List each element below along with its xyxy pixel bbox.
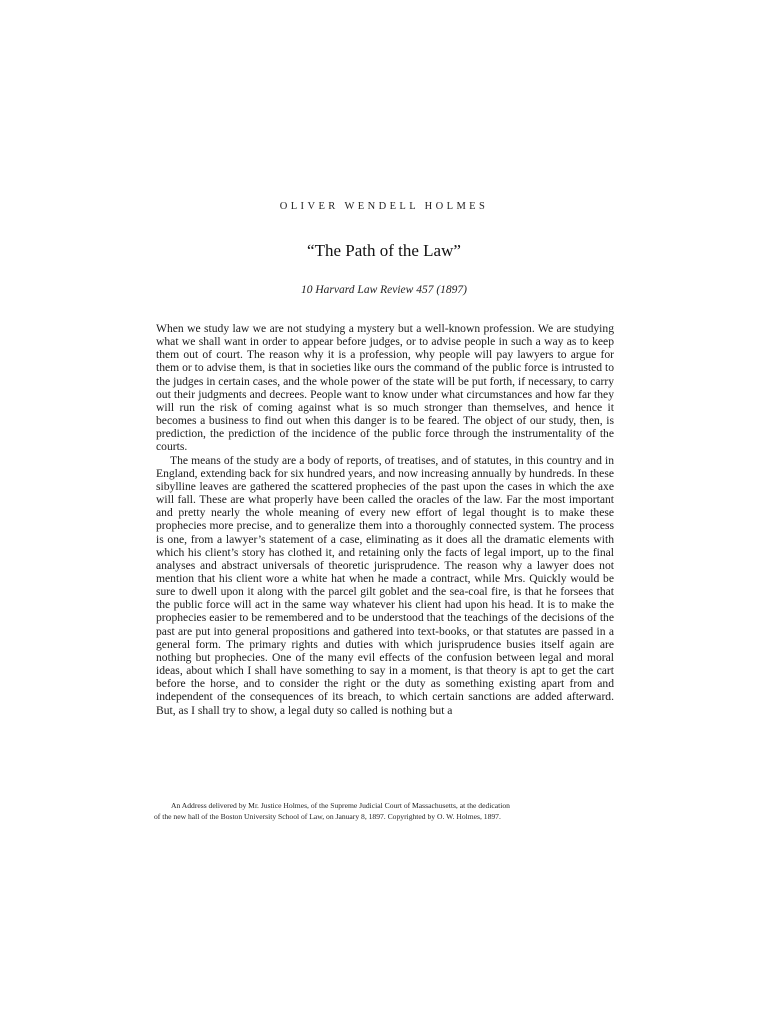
body-paragraph-2: The means of the study are a body of reports, of treatises, and of statutes, in this country and in England, extending back for six hundred years, and now increasing annually by hundreds. In these sibylline leaves are gathered the scattered prophecies of the past upon the cases in which the axe will fall. These are what properly have been called the oracles of the law. Far the most important and pretty nearly the whole meaning of every new effort of legal thought is to make these prophecies more precise, and to generalize them into a thoroughly connected system. The process is one, from a lawyer’s statement of a case, eliminating as it does all the dramatic elements with which his client’s story has clothed it, and retaining only the facts of legal import, up to the final analyses and abstract universals of theoretic jurisprudence. The reason why a lawyer does not mention that his client wore a white hat when he made a contract, while Mrs. Quickly would be sure to dwell upon it along with the parcel gilt goblet and the sea-coal fire, is that he forsees that the public force will act in the same way whatever his client had upon his head. It is to make the prophecies easier to be remembered and to be understood that the teachings of the decisions of the past are put into general propositions and gathered into text-books, or that statutes are passed in a general form. The primary rights and duties with which jurisprudence busies itself again are nothing but prophecies. One of the many evil effects of the confusion between legal and moral ideas, about which I shall have something to say in a moment, is that theory is apt to get the cart before the horse, and to consider the right or the duty as something existing apart from and independent of the consequences of its breach, to which certain sanctions are added afterward. But, as I shall try to show, a legal duty so called is nothing but a — [156, 453, 614, 717]
body-paragraph-1: When we study law we are not studying a mystery but a well-known profession. We are studying what we shall want in order to appear before judges, or to advise people in such a way as to keep them out of court. The reason why it is a profession, why people will pay lawyers to argue for them or to advise them, is that in societies like ours the command of the public force is intrusted to the judges in certain cases, and the whole power of the state will be put forth, if necessary, to carry out their judgments and decrees. People want to know under what circumstances and how far they will run the risk of coming against what is so much stronger than themselves, and hence it becomes a business to find out when this danger is to be feared. The object of our study, then, is prediction, the prediction of the incidence of the public force through the instrumentality of the courts. — [156, 322, 614, 454]
article-body — [156, 322, 614, 717]
footnote-line-1: An Address delivered by Mr. Justice Holmes, of the Supreme Judicial Court of Massachusetts, at the dedication — [171, 801, 510, 810]
article-title: “The Path of the Law” — [307, 241, 461, 260]
footnote-line-2: of the new hall of the Boston University School of Law, on January 8, 1897. Copyrighted by O. W. Holmes, 1897. — [154, 812, 501, 821]
footnote — [154, 800, 616, 822]
author-heading: OLIVER WENDELL HOLMES — [279, 201, 489, 212]
article-citation: 10 Harvard Law Review 457 (1897) — [301, 284, 467, 296]
